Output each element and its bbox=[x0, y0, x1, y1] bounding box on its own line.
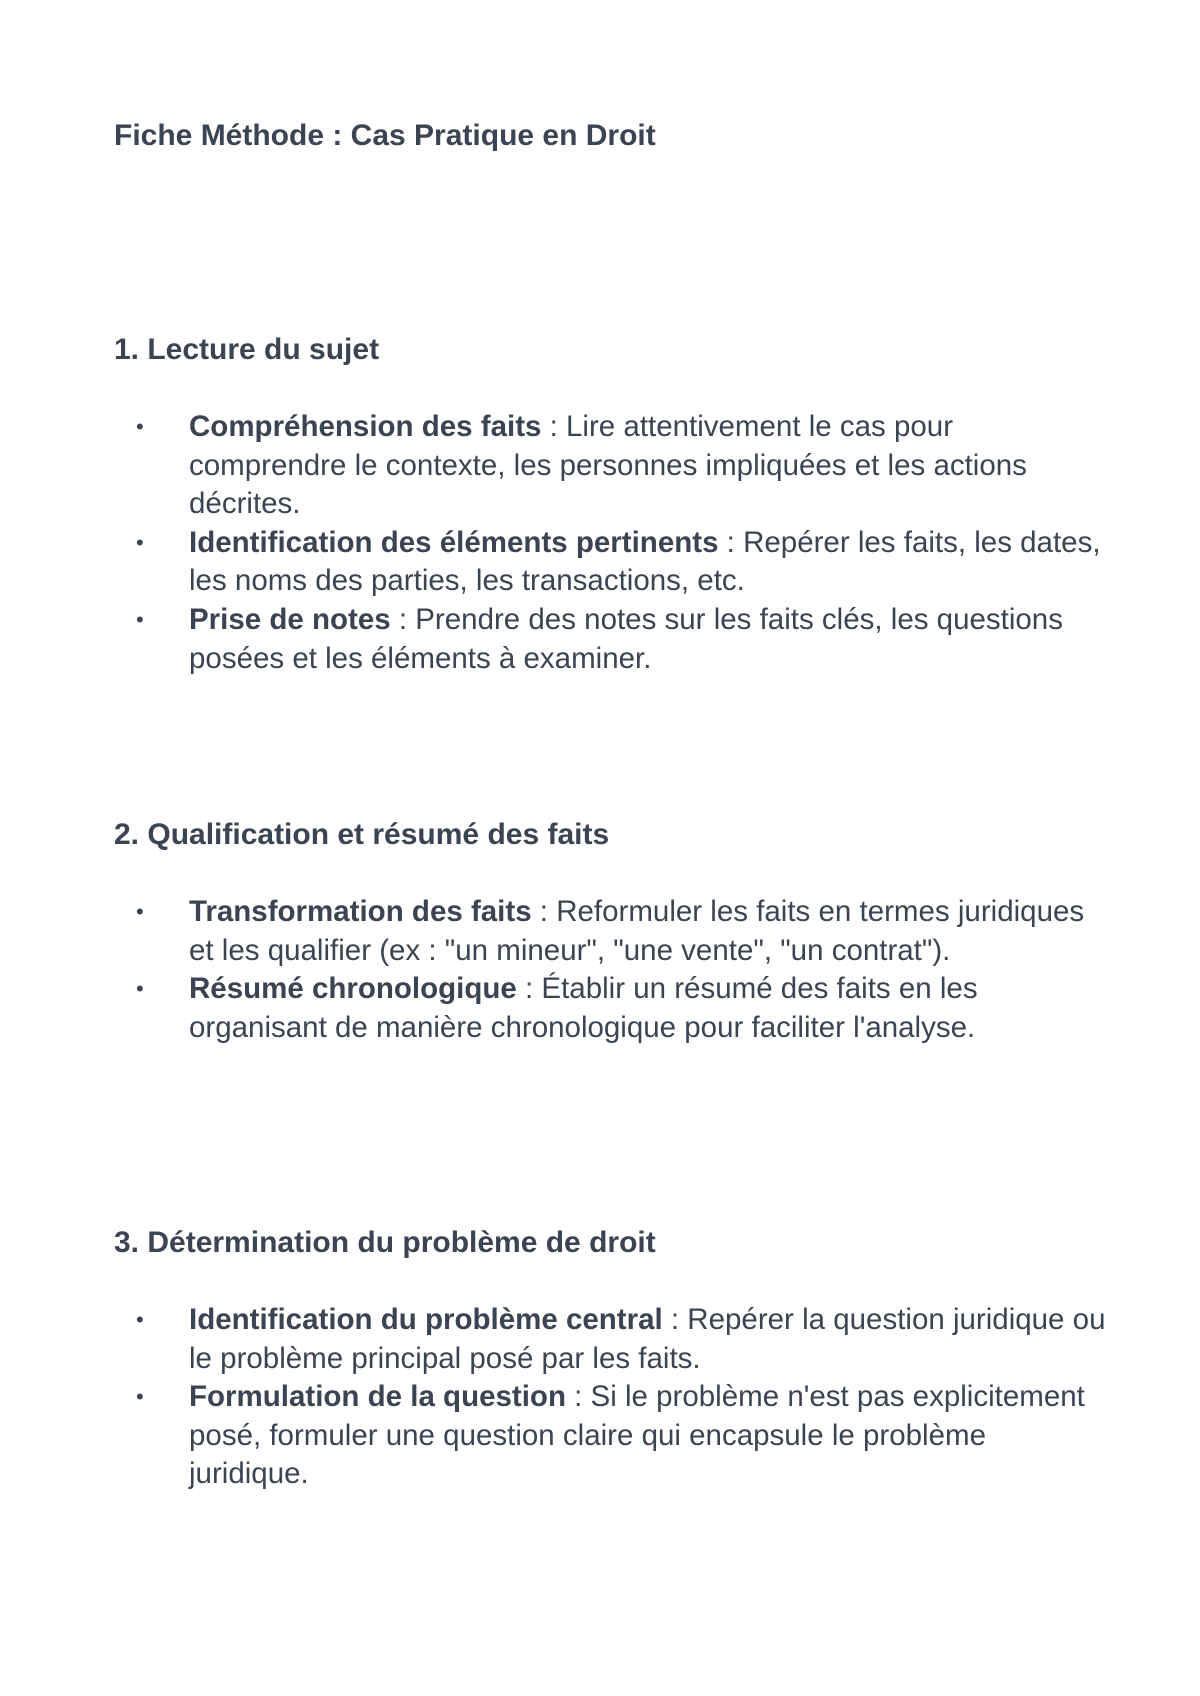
item-term: Résumé chronologique bbox=[189, 972, 517, 1006]
bullet-list bbox=[114, 1301, 1114, 1494]
bullet-icon: • bbox=[136, 976, 144, 1002]
list-item bbox=[114, 408, 1109, 524]
bullet-list bbox=[114, 893, 1114, 1047]
list-item bbox=[114, 524, 1109, 601]
list-item bbox=[114, 601, 1109, 678]
list-item bbox=[114, 1301, 1109, 1378]
section-qualification-et-resume bbox=[114, 815, 1114, 1047]
item-text: : Établir un résumé des faits en les organisant de manière chronologique pour faciliter l'analyse. bbox=[189, 972, 978, 1044]
bullet-list bbox=[114, 408, 1114, 678]
item-text: : Repérer les faits, les dates, les noms des parties, les transactions, etc. bbox=[189, 525, 1101, 598]
bullet-icon: • bbox=[136, 529, 144, 555]
item-text: : Prendre des notes sur les faits clés, les questions posées et les éléments à examiner. bbox=[189, 602, 1063, 675]
list-item bbox=[114, 1378, 1109, 1494]
item-text: : Lire attentivement le cas pour comprendre le contexte, les personnes impliquées et les actions décrites. bbox=[189, 410, 1027, 521]
item-term: Compréhension des faits bbox=[189, 410, 542, 443]
item-text: : Reformuler les faits en termes juridiques et les qualifier (ex : "un mineur", "une vente", "un contrat"). bbox=[189, 895, 1085, 967]
section-probleme-de-droit bbox=[114, 1223, 1114, 1494]
section-heading: 1. Lecture du sujet bbox=[114, 333, 380, 366]
item-term: Prise de notes bbox=[189, 602, 391, 636]
document-title: Fiche Méthode : Cas Pratique en Droit bbox=[114, 119, 656, 152]
item-term: Formulation de la question bbox=[189, 1380, 566, 1414]
bullet-icon: • bbox=[136, 1307, 144, 1332]
list-item bbox=[114, 893, 1109, 970]
bullet-icon: • bbox=[136, 1384, 144, 1410]
bullet-icon: • bbox=[136, 606, 144, 632]
bullet-icon: • bbox=[136, 414, 144, 439]
item-term: Transformation des faits bbox=[189, 895, 532, 928]
section-lecture-du-sujet bbox=[114, 330, 1114, 678]
section-heading: 2. Qualification et résumé des faits bbox=[114, 818, 610, 851]
bullet-icon: • bbox=[136, 899, 144, 924]
item-text: : Si le problème n'est pas explicitement posé, formuler une question claire qui encapsule le problème juridique. bbox=[189, 1380, 1085, 1491]
item-term: Identification du problème central bbox=[189, 1303, 663, 1336]
section-heading: 3. Détermination du problème de droit bbox=[114, 1226, 656, 1259]
item-text: : Repérer la question juridique ou le problème principal posé par les faits. bbox=[189, 1303, 1106, 1375]
list-item bbox=[114, 970, 1109, 1047]
item-term: Identification des éléments pertinents bbox=[189, 525, 719, 559]
